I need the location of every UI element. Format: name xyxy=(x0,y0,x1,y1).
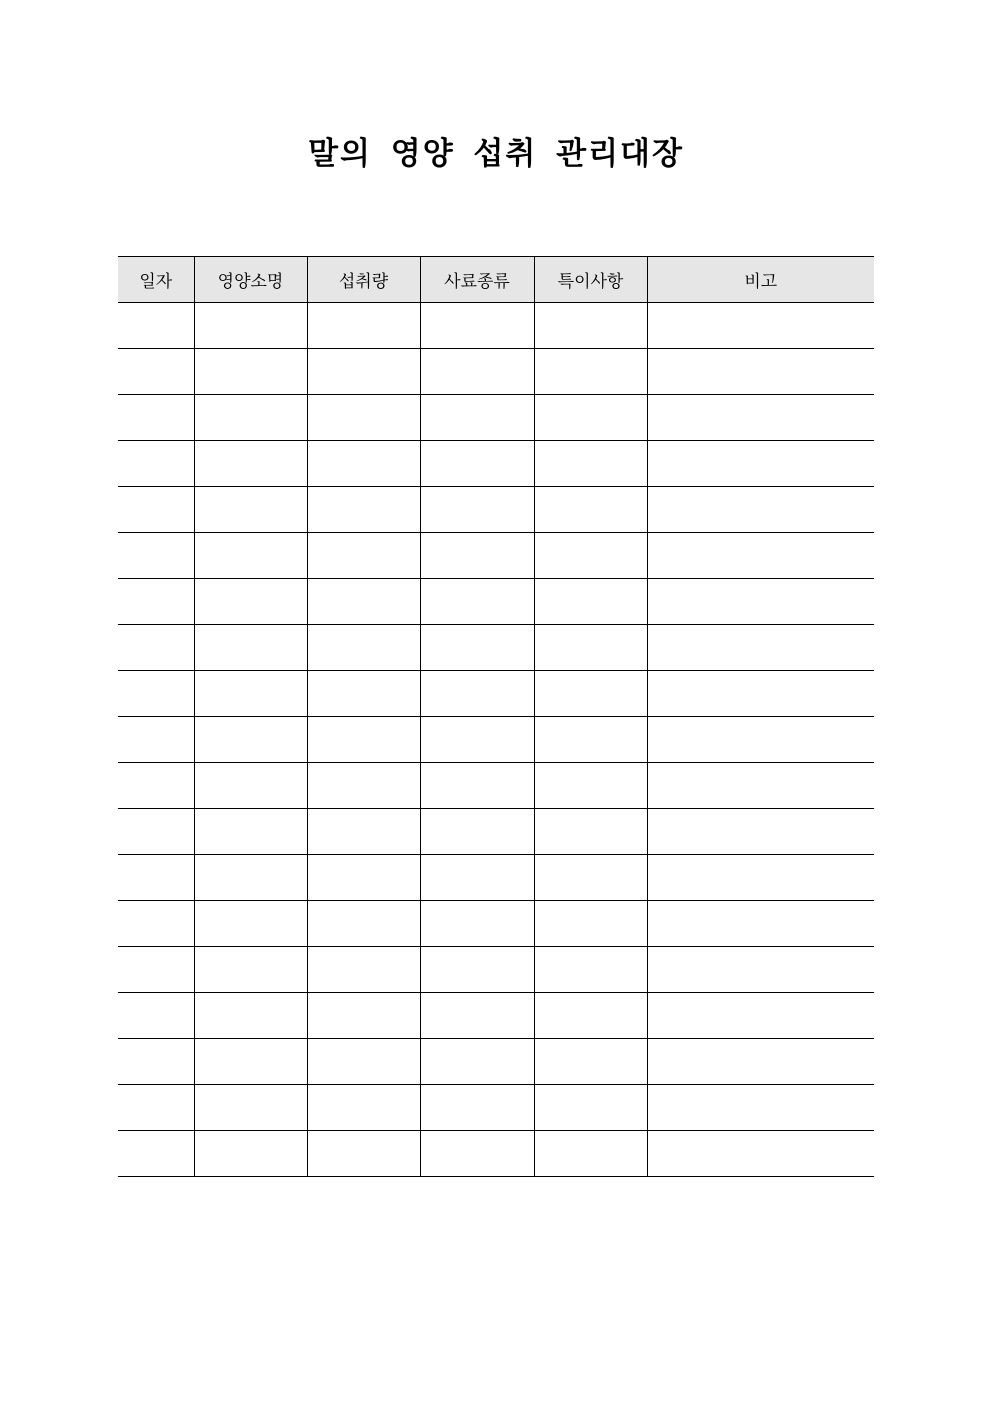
cell-feed-type[interactable] xyxy=(420,993,534,1039)
cell-intake-amount[interactable] xyxy=(307,1131,420,1177)
cell-feed-type[interactable] xyxy=(420,1131,534,1177)
cell-remarks[interactable] xyxy=(647,809,874,855)
cell-feed-type[interactable] xyxy=(420,671,534,717)
cell-intake-amount[interactable] xyxy=(307,855,420,901)
cell-feed-type[interactable] xyxy=(420,487,534,533)
cell-remarks[interactable] xyxy=(647,671,874,717)
cell-feed-type[interactable] xyxy=(420,717,534,763)
cell-date[interactable] xyxy=(118,809,194,855)
cell-intake-amount[interactable] xyxy=(307,395,420,441)
table-row xyxy=(118,947,874,993)
cell-nutrient-name[interactable] xyxy=(194,533,307,579)
table-row xyxy=(118,763,874,809)
cell-date[interactable] xyxy=(118,671,194,717)
cell-notes[interactable] xyxy=(534,1039,647,1085)
table-header-row xyxy=(118,257,874,303)
cell-date[interactable] xyxy=(118,395,194,441)
cell-intake-amount[interactable] xyxy=(307,947,420,993)
header-intake-amount: 섭취량 xyxy=(307,257,420,303)
cell-nutrient-name[interactable] xyxy=(194,487,307,533)
table-row xyxy=(118,1085,874,1131)
cell-notes[interactable] xyxy=(534,671,647,717)
table-row xyxy=(118,717,874,763)
cell-nutrient-name[interactable] xyxy=(194,625,307,671)
header-notes: 특이사항 xyxy=(534,257,647,303)
table-row xyxy=(118,809,874,855)
cell-notes[interactable] xyxy=(534,993,647,1039)
cell-feed-type[interactable] xyxy=(420,1085,534,1131)
cell-notes[interactable] xyxy=(534,395,647,441)
table-row xyxy=(118,395,874,441)
cell-date[interactable] xyxy=(118,625,194,671)
cell-intake-amount[interactable] xyxy=(307,533,420,579)
cell-feed-type[interactable] xyxy=(420,763,534,809)
cell-remarks[interactable] xyxy=(647,855,874,901)
table-row xyxy=(118,671,874,717)
cell-date[interactable] xyxy=(118,763,194,809)
cell-intake-amount[interactable] xyxy=(307,349,420,395)
cell-nutrient-name[interactable] xyxy=(194,441,307,487)
cell-notes[interactable] xyxy=(534,1085,647,1131)
cell-notes[interactable] xyxy=(534,441,647,487)
cell-intake-amount[interactable] xyxy=(307,671,420,717)
header-feed-type: 사료종류 xyxy=(420,257,534,303)
cell-intake-amount[interactable] xyxy=(307,487,420,533)
cell-nutrient-name[interactable] xyxy=(194,349,307,395)
cell-feed-type[interactable] xyxy=(420,395,534,441)
cell-notes[interactable] xyxy=(534,533,647,579)
cell-date[interactable] xyxy=(118,993,194,1039)
cell-remarks[interactable] xyxy=(647,349,874,395)
cell-notes[interactable] xyxy=(534,625,647,671)
cell-date[interactable] xyxy=(118,487,194,533)
page-title: 말의 영양 섭취 관리대장 xyxy=(308,136,684,172)
cell-feed-type[interactable] xyxy=(420,1039,534,1085)
cell-nutrient-name[interactable] xyxy=(194,993,307,1039)
cell-intake-amount[interactable] xyxy=(307,1039,420,1085)
cell-notes[interactable] xyxy=(534,855,647,901)
cell-nutrient-name[interactable] xyxy=(194,395,307,441)
cell-date[interactable] xyxy=(118,1131,194,1177)
cell-remarks[interactable] xyxy=(647,625,874,671)
cell-feed-type[interactable] xyxy=(420,579,534,625)
cell-nutrient-name[interactable] xyxy=(194,763,307,809)
cell-nutrient-name[interactable] xyxy=(194,1131,307,1177)
cell-remarks[interactable] xyxy=(647,533,874,579)
cell-intake-amount[interactable] xyxy=(307,901,420,947)
cell-remarks[interactable] xyxy=(647,993,874,1039)
cell-nutrient-name[interactable] xyxy=(194,901,307,947)
cell-nutrient-name[interactable] xyxy=(194,671,307,717)
cell-remarks[interactable] xyxy=(647,1085,874,1131)
cell-remarks[interactable] xyxy=(647,901,874,947)
table-row xyxy=(118,533,874,579)
cell-feed-type[interactable] xyxy=(420,855,534,901)
cell-nutrient-name[interactable] xyxy=(194,717,307,763)
header-remarks: 비고 xyxy=(647,257,874,303)
cell-notes[interactable] xyxy=(534,947,647,993)
cell-intake-amount[interactable] xyxy=(307,993,420,1039)
table-body xyxy=(118,303,874,1177)
intake-ledger-table xyxy=(118,256,874,1177)
cell-feed-type[interactable] xyxy=(420,349,534,395)
cell-remarks[interactable] xyxy=(647,441,874,487)
cell-nutrient-name[interactable] xyxy=(194,579,307,625)
cell-intake-amount[interactable] xyxy=(307,809,420,855)
cell-notes[interactable] xyxy=(534,1131,647,1177)
cell-feed-type[interactable] xyxy=(420,901,534,947)
cell-notes[interactable] xyxy=(534,349,647,395)
cell-intake-amount[interactable] xyxy=(307,625,420,671)
cell-feed-type[interactable] xyxy=(420,625,534,671)
cell-intake-amount[interactable] xyxy=(307,717,420,763)
cell-date[interactable] xyxy=(118,349,194,395)
cell-intake-amount[interactable] xyxy=(307,579,420,625)
cell-date[interactable] xyxy=(118,1039,194,1085)
cell-date[interactable] xyxy=(118,901,194,947)
cell-date[interactable] xyxy=(118,579,194,625)
table-row xyxy=(118,487,874,533)
cell-remarks[interactable] xyxy=(647,487,874,533)
cell-notes[interactable] xyxy=(534,579,647,625)
cell-nutrient-name[interactable] xyxy=(194,947,307,993)
table-row xyxy=(118,579,874,625)
cell-feed-type[interactable] xyxy=(420,441,534,487)
cell-feed-type[interactable] xyxy=(420,809,534,855)
table-row xyxy=(118,993,874,1039)
cell-nutrient-name[interactable] xyxy=(194,303,307,349)
cell-remarks[interactable] xyxy=(647,947,874,993)
cell-nutrient-name[interactable] xyxy=(194,809,307,855)
table-row xyxy=(118,441,874,487)
cell-nutrient-name[interactable] xyxy=(194,855,307,901)
cell-date[interactable] xyxy=(118,533,194,579)
cell-intake-amount[interactable] xyxy=(307,303,420,349)
cell-date[interactable] xyxy=(118,441,194,487)
cell-notes[interactable] xyxy=(534,487,647,533)
cell-remarks[interactable] xyxy=(647,763,874,809)
cell-feed-type[interactable] xyxy=(420,303,534,349)
cell-date[interactable] xyxy=(118,717,194,763)
cell-remarks[interactable] xyxy=(647,395,874,441)
cell-date[interactable] xyxy=(118,947,194,993)
cell-remarks[interactable] xyxy=(647,1131,874,1177)
cell-remarks[interactable] xyxy=(647,1039,874,1085)
cell-notes[interactable] xyxy=(534,717,647,763)
cell-nutrient-name[interactable] xyxy=(194,1085,307,1131)
cell-intake-amount[interactable] xyxy=(307,441,420,487)
cell-feed-type[interactable] xyxy=(420,533,534,579)
cell-notes[interactable] xyxy=(534,763,647,809)
cell-notes[interactable] xyxy=(534,809,647,855)
table-row xyxy=(118,349,874,395)
cell-feed-type[interactable] xyxy=(420,947,534,993)
cell-notes[interactable] xyxy=(534,901,647,947)
header-date: 일자 xyxy=(118,257,194,303)
cell-nutrient-name[interactable] xyxy=(194,1039,307,1085)
header-nutrient-name: 영양소명 xyxy=(194,257,307,303)
table-row xyxy=(118,855,874,901)
cell-intake-amount[interactable] xyxy=(307,763,420,809)
cell-date[interactable] xyxy=(118,855,194,901)
table-row xyxy=(118,1131,874,1177)
cell-remarks[interactable] xyxy=(647,579,874,625)
cell-date[interactable] xyxy=(118,1085,194,1131)
cell-notes[interactable] xyxy=(534,303,647,349)
cell-remarks[interactable] xyxy=(647,717,874,763)
table-row xyxy=(118,901,874,947)
table-row xyxy=(118,625,874,671)
table-row xyxy=(118,1039,874,1085)
table-row xyxy=(118,303,874,349)
cell-remarks[interactable] xyxy=(647,303,874,349)
cell-date[interactable] xyxy=(118,303,194,349)
cell-intake-amount[interactable] xyxy=(307,1085,420,1131)
